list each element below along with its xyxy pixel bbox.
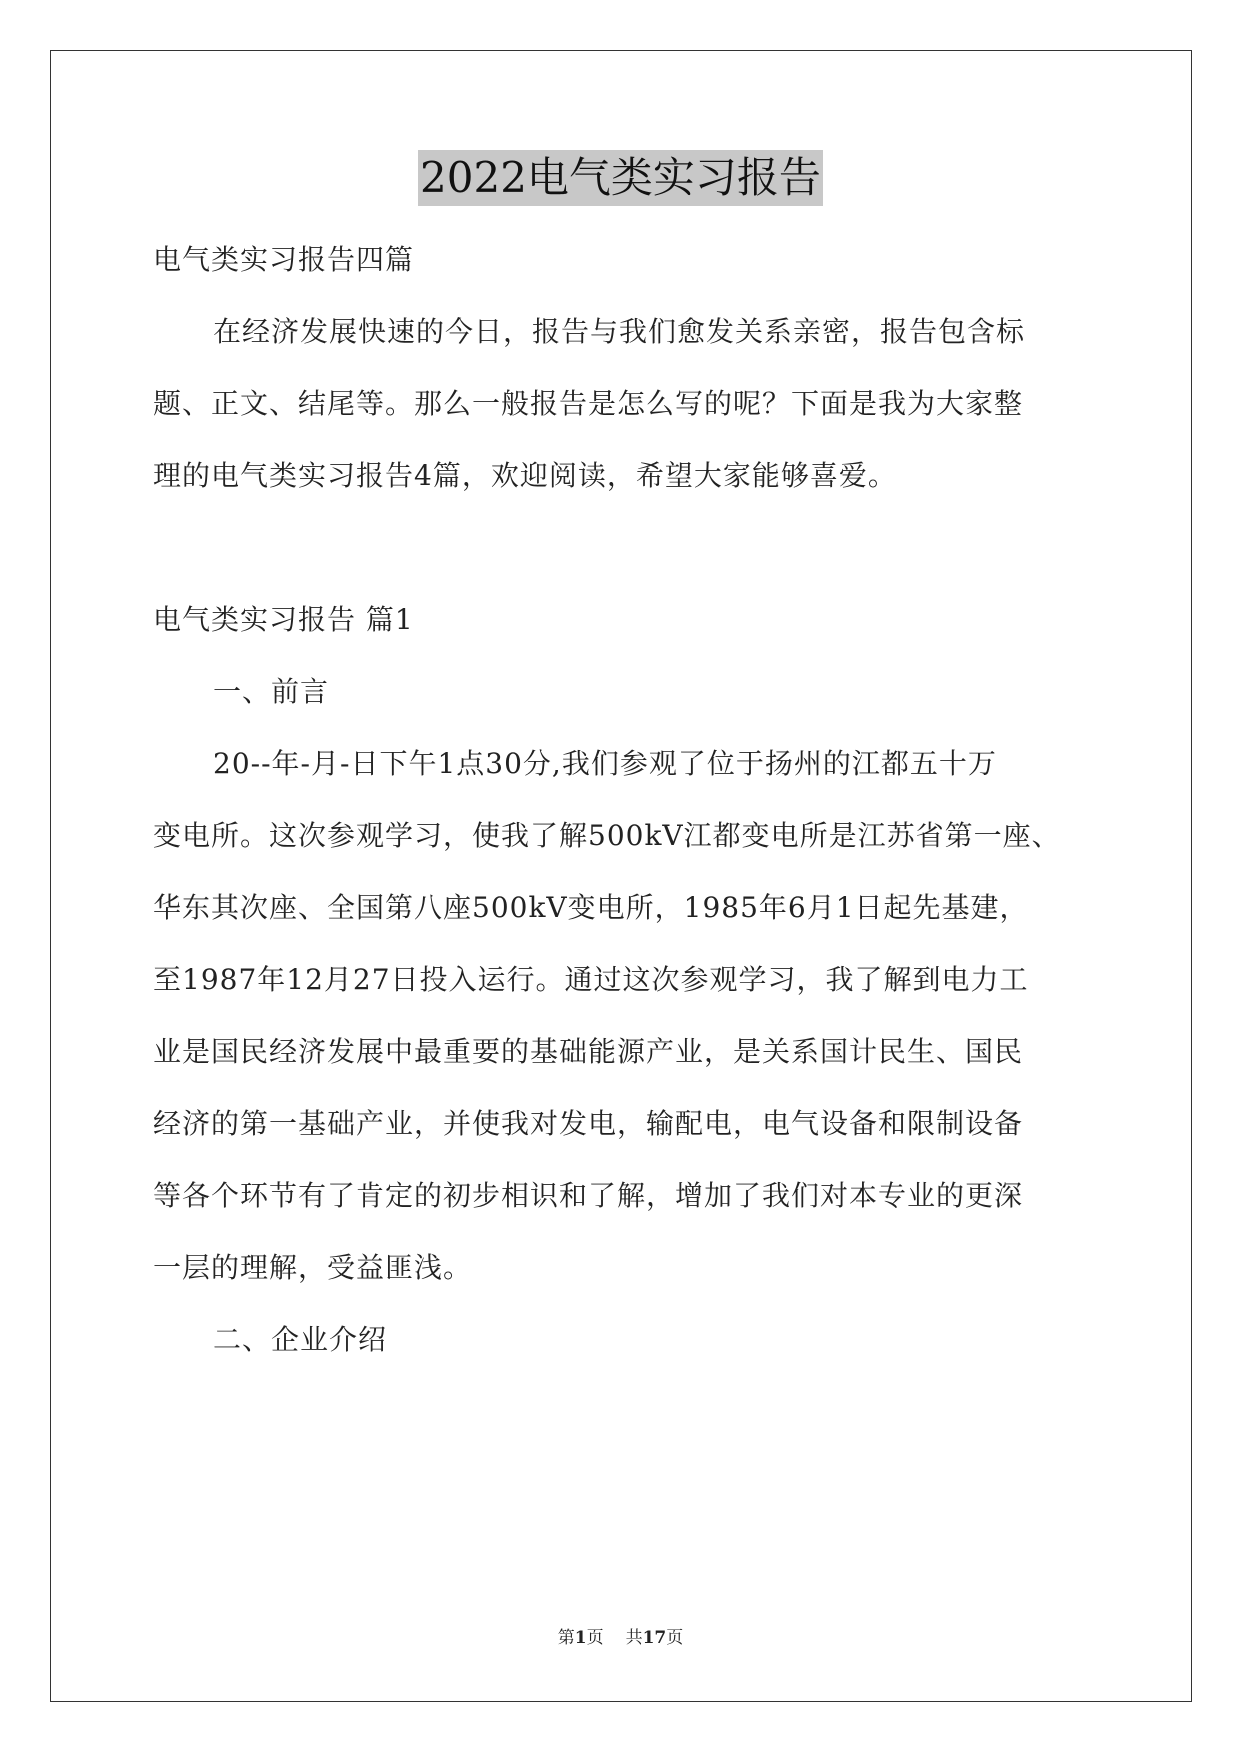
document-subtitle: 电气类实习报告四篇 bbox=[153, 243, 415, 276]
section-title: 电气类实习报告 篇1 bbox=[153, 603, 414, 636]
footer-total-pages: 17 bbox=[642, 1628, 667, 1648]
intro-line: 题、正文、结尾等。那么一般报告是怎么写的呢？下面是我为大家整 bbox=[153, 387, 1024, 420]
intro-line: 理的电气类实习报告4篇，欢迎阅读，希望大家能够喜爱。 bbox=[153, 459, 897, 492]
title-container bbox=[0, 150, 1241, 206]
paragraph-line: 变电所。这次参观学习，使我了解500kV江都变电所是江苏省第一座、 bbox=[153, 819, 1061, 852]
paragraph-line: 经济的第一基础产业，并使我对发电，输配电，电气设备和限制设备 bbox=[153, 1107, 1024, 1140]
page-border bbox=[50, 50, 1192, 1702]
footer-total-prefix: 共 bbox=[625, 1628, 643, 1648]
footer-page-suffix: 页 bbox=[586, 1628, 604, 1648]
paragraph-line: 等各个环节有了肯定的初步相识和了解，增加了我们对本专业的更深 bbox=[153, 1179, 1024, 1212]
footer-page-number: 1 bbox=[574, 1628, 587, 1648]
document-title: 2022电气类实习报告 bbox=[418, 150, 823, 206]
footer-page-prefix: 第 bbox=[557, 1628, 575, 1648]
paragraph-line: 华东其次座、全国第八座500kV变电所，1985年6月1日起先基建， bbox=[153, 891, 1029, 924]
heading-foreword: 一、前言 bbox=[213, 675, 330, 708]
heading-company-intro: 二、企业介绍 bbox=[213, 1323, 388, 1356]
intro-line: 在经济发展快速的今日，报告与我们愈发关系亲密，报告包含标 bbox=[213, 315, 1026, 348]
paragraph-line: 一层的理解，受益匪浅。 bbox=[153, 1251, 473, 1284]
page-footer bbox=[0, 1626, 1241, 1650]
paragraph-line: 至1987年12月27日投入运行。通过这次参观学习，我了解到电力工 bbox=[153, 963, 1029, 996]
paragraph-line: 业是国民经济发展中最重要的基础能源产业，是关系国计民生、国民 bbox=[153, 1035, 1024, 1068]
paragraph-line: 20--年-月-日下午1点30分,我们参观了位于扬州的江都五十万 bbox=[213, 747, 997, 780]
footer-total-suffix: 页 bbox=[666, 1628, 684, 1648]
